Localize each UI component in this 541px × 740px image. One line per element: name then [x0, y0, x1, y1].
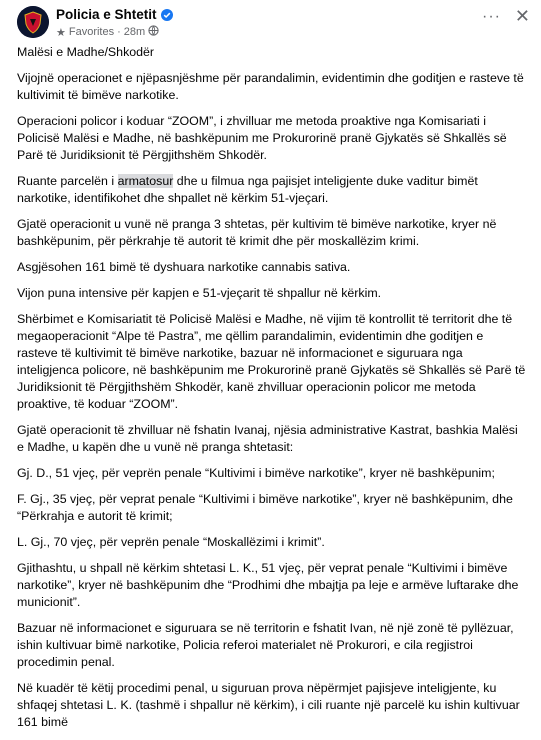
post-paragraph: Në kuadër të këtij procedimi penal, u siguruan prova nëpërmjet pajisjeve inteligjente, ku shfaqej shtetasi L. K. (tashmë i shpallur në kërkim), i cili ruante një parcelë ku ishin kultivuar 161 bimë [17, 681, 520, 729]
author-name[interactable] [56, 7, 173, 22]
post-paragraph: Vijojnë operacionet e njëpasnjëshme për parandalimin, evidentimin dhe goditjen e rasteve të kultivimit të bimëve narkotike. [17, 71, 524, 102]
post-header [0, 0, 541, 44]
post-paragraph: Shërbimet e Komisariatit të Policisë Malësi e Madhe, në vijim të kontrollit të territorit dhe të megaoperacionit “Alpe të Pastra”, me qëllim parandalimin, evidentimin dhe goditjen e rasteve të kultivimit të bimëve narkotike, bazuar në informacionet e siguruara nga inteligjenca policore, në bashkëpunim me Prokurorinë pranë Gjykatës së Shkallës së Parë të Juridiksionit të Përgjithshëm Shkodër, kanë zhvilluar operacionin policor me metoda proaktive, të koduar “ZOOM”. [17, 312, 526, 411]
close-icon[interactable]: ✕ [514, 6, 530, 26]
post-meta [56, 25, 159, 39]
highlighted-word: armatosur [117, 174, 174, 188]
post-paragraph: Operacioni policor i koduar “ZOOM”, i zhvilluar me metoda proaktive nga Komisariati i Policisë Malësi e Madhe, në bashkëpunim me Prokurorinë pranë Gjykatës së Shkallës së Parë të Juridiksionit të Përgjithshëm Shkodër. [17, 114, 507, 162]
meta-separator: · [117, 26, 121, 38]
post-paragraph: Gjatë operacionit u vunë në pranga 3 shtetas, për kultivim të bimëve narkotike, kryer në bashkëpunim, për përkrahje të autorit të krimit dhe për moskallëzim krimi. [17, 217, 497, 248]
post-body [17, 44, 527, 740]
post-paragraph: Vijon puna intensive për kapjen e 51-vjeçarit të shpallur në kërkim. [17, 286, 382, 300]
post-paragraph: Gjithashtu, u shpall në kërkim shtetasi L. K., 51 vjeç, për veprat penale “Kultivimi i bimëve narkotike”, kryer në bashkëpunim dhe “Prodhimi dhe mbajtja pa leje e armëve luftarake dhe municionit”. [17, 561, 519, 609]
post-paragraph: Gj. D., 51 vjeç, për veprën penale “Kultivimi i bimëve narkotike”, kryer në bashkëpunim; [17, 466, 495, 480]
post-paragraph: Asgjësohen 161 bimë të dyshuara narkotike cannabis sativa. [17, 260, 351, 274]
post-paragraph: Gjatë operacionit të zhvilluar në fshatin Ivanaj, njësia administrative Kastrat, bashkia Malësi e Madhe, u kapën dhe u vunë në pranga shtetasit: [17, 423, 518, 454]
favorites-label[interactable]: Favorites [68, 26, 115, 38]
author-name-text[interactable]: Policia e Shtetit [56, 7, 157, 22]
page-avatar[interactable] [17, 6, 49, 38]
timestamp[interactable]: 28m [123, 26, 146, 38]
text-fragment: Ruante parcelën i [17, 174, 118, 188]
star-icon: ★ [56, 26, 66, 39]
globe-icon [148, 25, 159, 39]
verified-badge-icon [161, 9, 173, 21]
more-options-icon[interactable]: ··· [482, 8, 501, 25]
post-paragraph: F. Gj., 35 vjeç, për veprat penale “Kultivimi i bimëve narkotike”, kryer në bashkëpunim, dhe “Përkrahja e autorit të krimit; [17, 492, 513, 523]
text-fragment: dhe u filmua nga pajisjet inteligjente duke vaditur bimët narkotike, identifikohet dhe shpallet në kërkim 51-vjeçari. [17, 174, 478, 205]
post-paragraph: Bazuar në informacionet e siguruara se në territorin e fshatit Ivan, në një zonë të pyllëzuar, ishin kultivuar bimë narkotike, Policia referoi materialet në Prokurori, e cila regjistroi procedimin penal. [17, 621, 514, 669]
post-paragraph-location: Malësi e Madhe/Shkodër [17, 45, 155, 59]
post-paragraph-highlighted [17, 173, 527, 207]
police-shield-logo [17, 6, 49, 38]
post-paragraph: L. Gj., 70 vjeç, për veprën penale “Moskallëzimi i krimit”. [17, 535, 325, 549]
